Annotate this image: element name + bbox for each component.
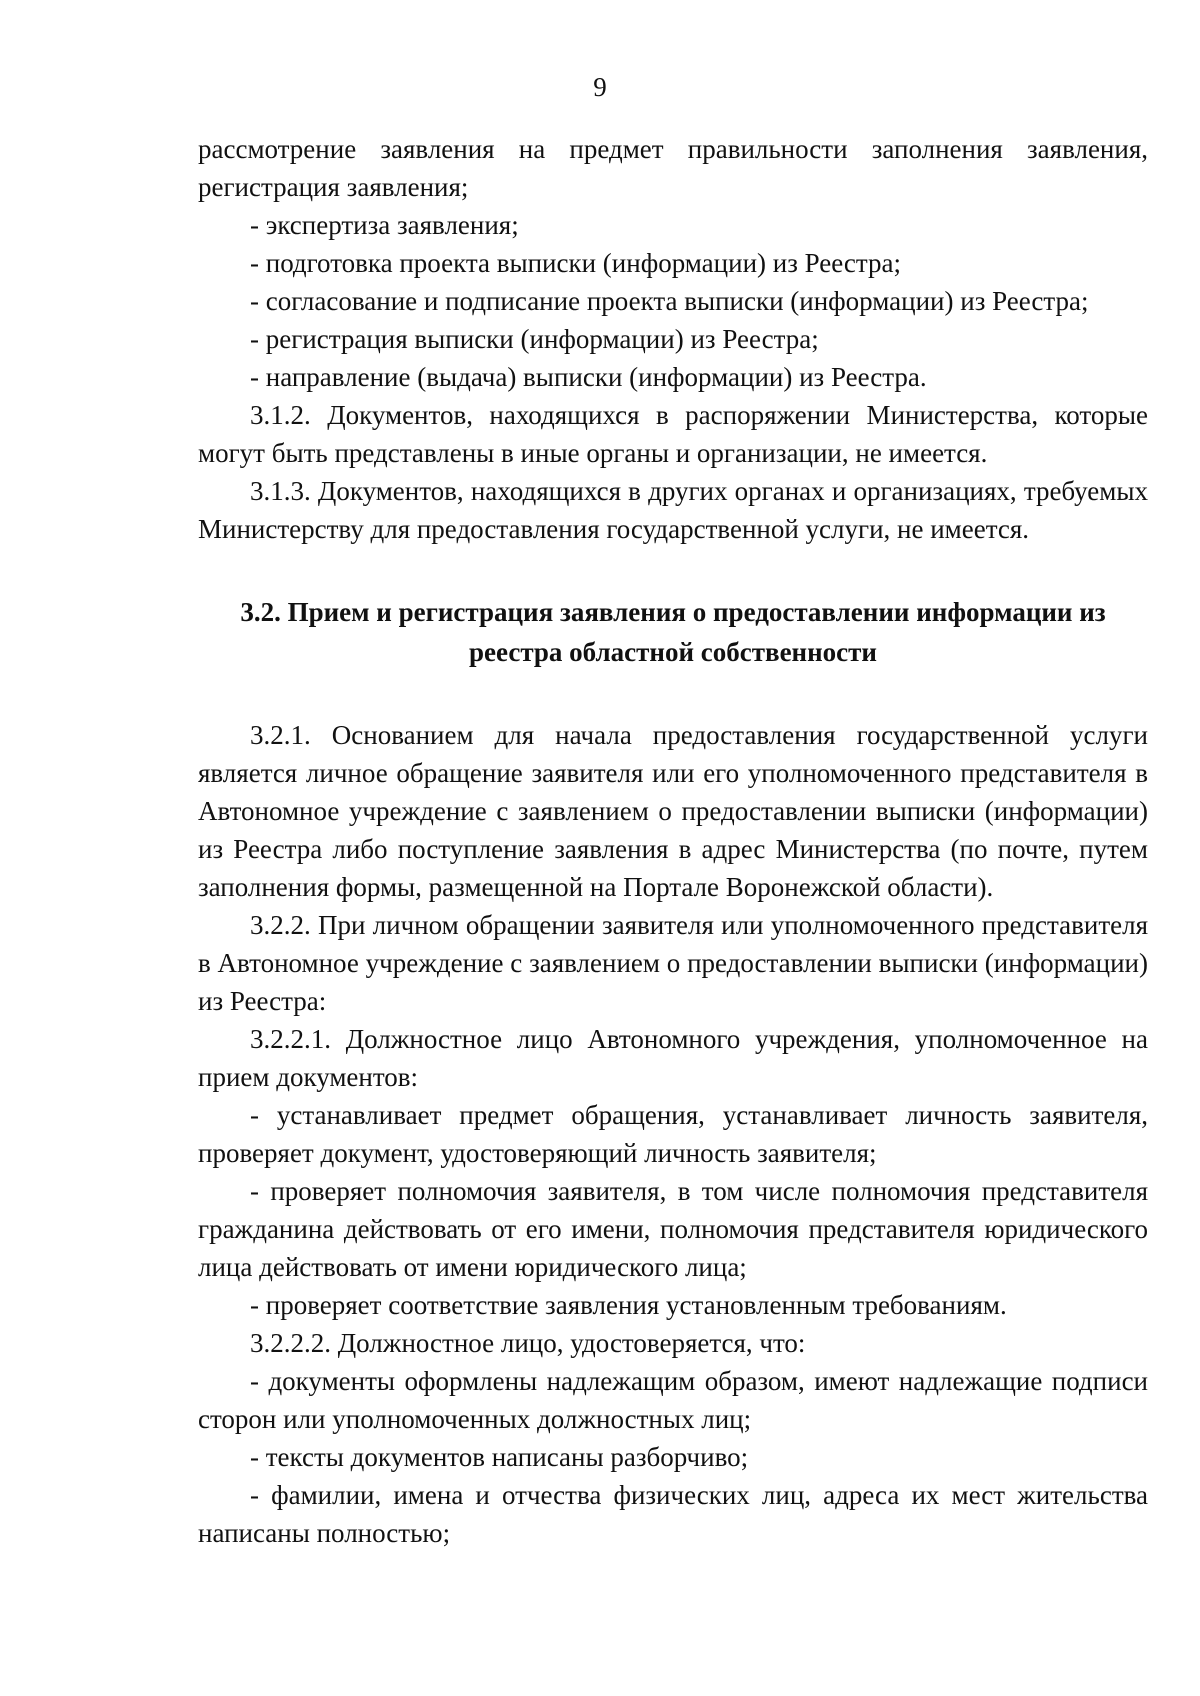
list-item-documents-executed: - документы оформлены надлежащим образом, имеют надлежащие подписи сторон или уполномоченных должностных лиц; (198, 1366, 1148, 1434)
paragraph-3-2-2-1: 3.2.2.1. Должностное лицо Автономного учреждения, уполномоченное на прием документов: (198, 1024, 1148, 1092)
list-item-approval-signing: - согласование и подписание проекта выписки (информации) из Реестра; (250, 286, 1089, 316)
list-item-legible-texts: - тексты документов написаны разборчиво; (250, 1442, 749, 1472)
paragraph-continuation: рассмотрение заявления на предмет правильности заполнения заявления, регистрация заявления; (198, 134, 1148, 202)
document-body (198, 130, 1148, 1552)
paragraph-3-1-2: 3.1.2. Документов, находящихся в распоряжении Министерства, которые могут быть представлены в иные органы и организации, не имеется. (198, 400, 1148, 468)
list-item-check-compliance: - проверяет соответствие заявления установленным требованиям. (250, 1290, 1007, 1320)
list-item-extract-delivery: - направление (выдача) выписки (информации) из Реестра. (250, 362, 927, 392)
list-item-full-names: - фамилии, имена и отчества физических лиц, адреса их мест жительства написаны полностью; (198, 1480, 1148, 1548)
list-item-check-authority: - проверяет полномочия заявителя, в том числе полномочия представителя гражданина действовать от его имени, полномочия представителя юридического лица действовать от имени юридического лица; (198, 1176, 1148, 1282)
list-item-expertise: - экспертиза заявления; (250, 210, 519, 240)
paragraph-3-1-3: 3.1.3. Документов, находящихся в других органах и организациях, требуемых Министерству для предоставления государственной услуги, не имеется. (198, 476, 1148, 544)
paragraph-3-2-1: 3.2.1. Основанием для начала предоставления государственной услуги является личное обращение заявителя или его уполномоченного представителя в Автономное учреждение с заявлением о предоставлении выписки (информации) из Реестра либо поступление заявления в адрес Министерства (по почте, путем заполнения формы, размещенной на Портале Воронежской области). (198, 720, 1148, 902)
section-heading-3-2: 3.2. Прием и регистрация заявления о предоставлении информации из реестра областной собственности (240, 597, 1106, 667)
list-item-extract-registration: - регистрация выписки (информации) из Реестра; (250, 324, 819, 354)
page-number: 9 (593, 72, 607, 102)
paragraph-3-2-2-2: 3.2.2.2. Должностное лицо, удостоверяется, что: (250, 1328, 806, 1358)
list-item-establish-identity: - устанавливает предмет обращения, устанавливает личность заявителя, проверяет документ, удостоверяющий личность заявителя; (198, 1100, 1148, 1168)
paragraph-3-2-2: 3.2.2. При личном обращении заявителя или уполномоченного представителя в Автономное учреждение с заявлением о предоставлении выписки (информации) из Реестра: (198, 910, 1148, 1016)
list-item-draft-preparation: - подготовка проекта выписки (информации) из Реестра; (250, 248, 902, 278)
